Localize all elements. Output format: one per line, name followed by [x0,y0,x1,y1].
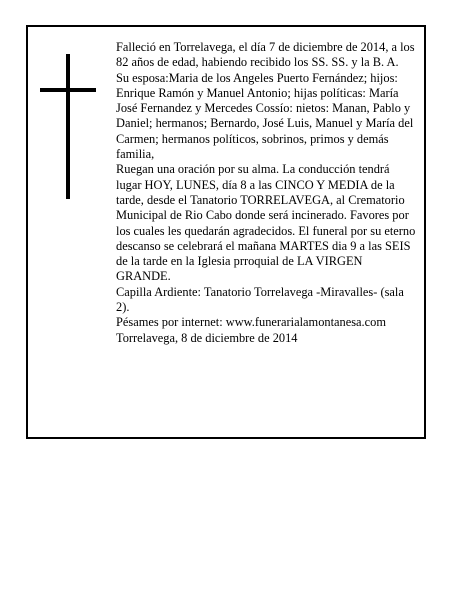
obituary-text [116,40,418,346]
condolences-website: Pésames por internet: www.funerarialamontanesa.com [116,315,386,330]
chapel-info: Capilla Ardiente: Tanatorio Torrelavega -Miravalles- (sala 2). [116,284,404,315]
funeral-details: Ruegan una oración por su alma. La conducción tendrá lugar HOY, LUNES, día 8 a las CINCO Y MEDIA de la tarde, desde el Tanatorio TORRELAVEGA, al Crematorio Municipal de Rio Cabo donde será incinerado. Favores por los cuales les quedarán agradecidos. El funeral por su eterno descanso se celebrará el mañana MARTES dia 9 a las SEIS de la tarde en la Iglesia prroquial de LA VIRGEN GRANDE. [116,162,416,284]
family-list: Su esposa:Maria de los Angeles Puerto Fernández; hijos: Enrique Ramón y Manuel Antonio; hijas políticas: María José Fernandez y Mercedes Cossío: nietos: Manan, Pablo y Daniel; hermanos; Bernardo, José Luis, Manuel y María del Carmen; hermanos políticos, sobrinos, primos y demás familia, [116,70,414,162]
place-and-date: Torrelavega, 8 de diciembre de 2014 [116,330,298,345]
death-announcement: Falleció en Torrelavega, el día 7 de diciembre de 2014, a los 82 años de edad, habiendo recibido los SS. SS. y la B. A. [116,40,415,70]
cross-vertical-bar [66,54,70,199]
obituary-notice-frame [26,25,426,439]
cross-horizontal-bar [40,88,96,92]
latin-cross-icon [40,54,96,199]
